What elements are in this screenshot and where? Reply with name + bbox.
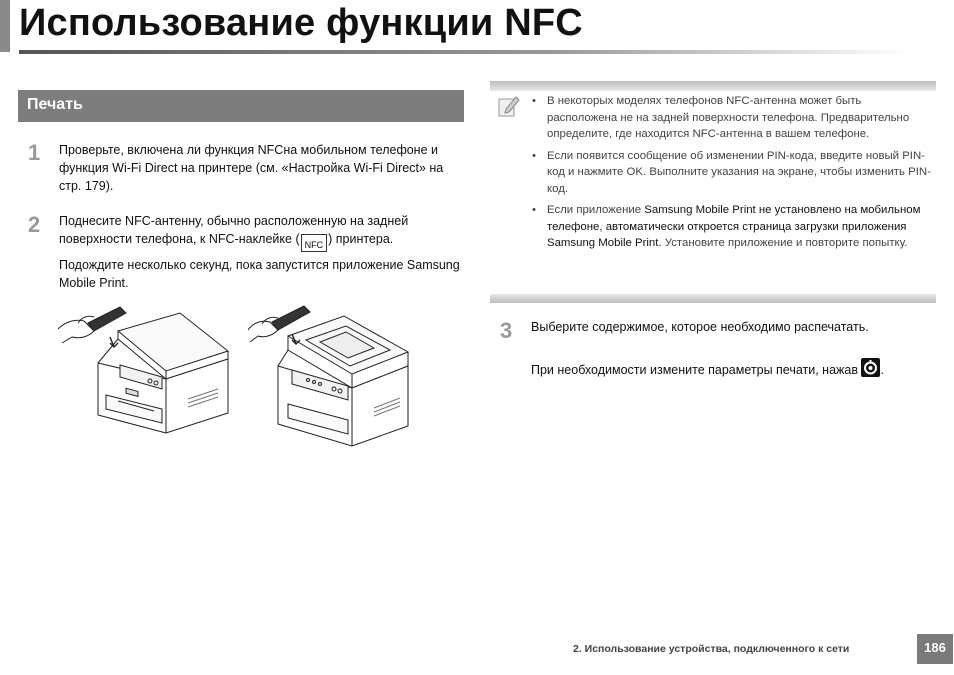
step-2-wait-text: Подождите несколько секунд, пока запустится приложение Samsung Mobile Print. <box>59 258 460 290</box>
step-3-text: Выберите содержимое, которое необходимо распечатать. <box>531 320 869 334</box>
section-heading: Печать <box>18 90 464 122</box>
note-item-3-part1: Если приложение <box>547 204 645 216</box>
bullet-3: • <box>532 204 536 216</box>
step-2-text <box>59 212 464 249</box>
gear-icon-graphic <box>861 358 880 377</box>
note-item-3-part2: Samsung Mobile Print не установлено на мобильном телефоне, автоматически откроется страница загрузки приложения Samsung Mobile Print <box>547 204 921 249</box>
nfc-sticker-icon: NFC <box>301 234 328 252</box>
note-item-2 <box>532 148 932 198</box>
step-3-settings-before: При необходимости измените параметры печати, нажав <box>531 363 858 377</box>
step-2-text-before: Поднесите NFC-антенну, обычно расположенную на задней поверхности телефона, к NFC-наклейке ( <box>59 214 409 246</box>
step-3-settings-text <box>531 358 941 379</box>
page-title: Использование функции NFC <box>19 2 583 44</box>
note-pencil-icon <box>497 94 521 118</box>
note-top-bar <box>490 81 936 91</box>
note-bottom-bar <box>490 294 936 303</box>
note-list <box>532 93 932 257</box>
title-tab-marker <box>0 0 10 52</box>
step-3-settings-after: . <box>880 363 884 377</box>
note-item-3 <box>532 202 932 252</box>
note-item-2-text: Если появится сообщение об изменении PIN-кода, введите новый PIN-код и нажмите OK. Выполните указания на экране, чтобы изменить PIN-код. <box>547 149 931 195</box>
page-number-badge: 186 <box>917 634 953 664</box>
step-2-number: 2 <box>28 212 41 237</box>
note-item-3-part3: . Установите приложение и повторите попытку. <box>658 237 908 249</box>
bullet-2: • <box>532 149 536 162</box>
bullet-1: • <box>532 95 536 107</box>
step-1-text: Проверьте, включена ли функция NFCна мобильном телефоне и функция Wi-Fi Direct на принтере (см. «Настройка Wi-Fi Direct» на стр. 179). <box>59 143 444 193</box>
title-underline <box>19 50 909 54</box>
step-3-number: 3 <box>500 318 513 343</box>
printer-with-phone-illustration-1 <box>58 303 238 435</box>
note-item-1 <box>532 93 932 143</box>
step-1-number: 1 <box>28 140 41 165</box>
printer-with-phone-illustration-2 <box>248 300 418 448</box>
note-item-1-text: В некоторых моделях телефонов NFC-антенна может быть расположена не на задней поверхности телефона. Предварительно определите, где находится NFC-антенна в вашем телефоне. <box>547 95 910 140</box>
settings-gear-icon <box>861 358 880 377</box>
footer-chapter: 2. Использование устройства, подключенного к сети <box>573 643 850 655</box>
step-2-text-after: ) принтера. <box>328 232 394 246</box>
